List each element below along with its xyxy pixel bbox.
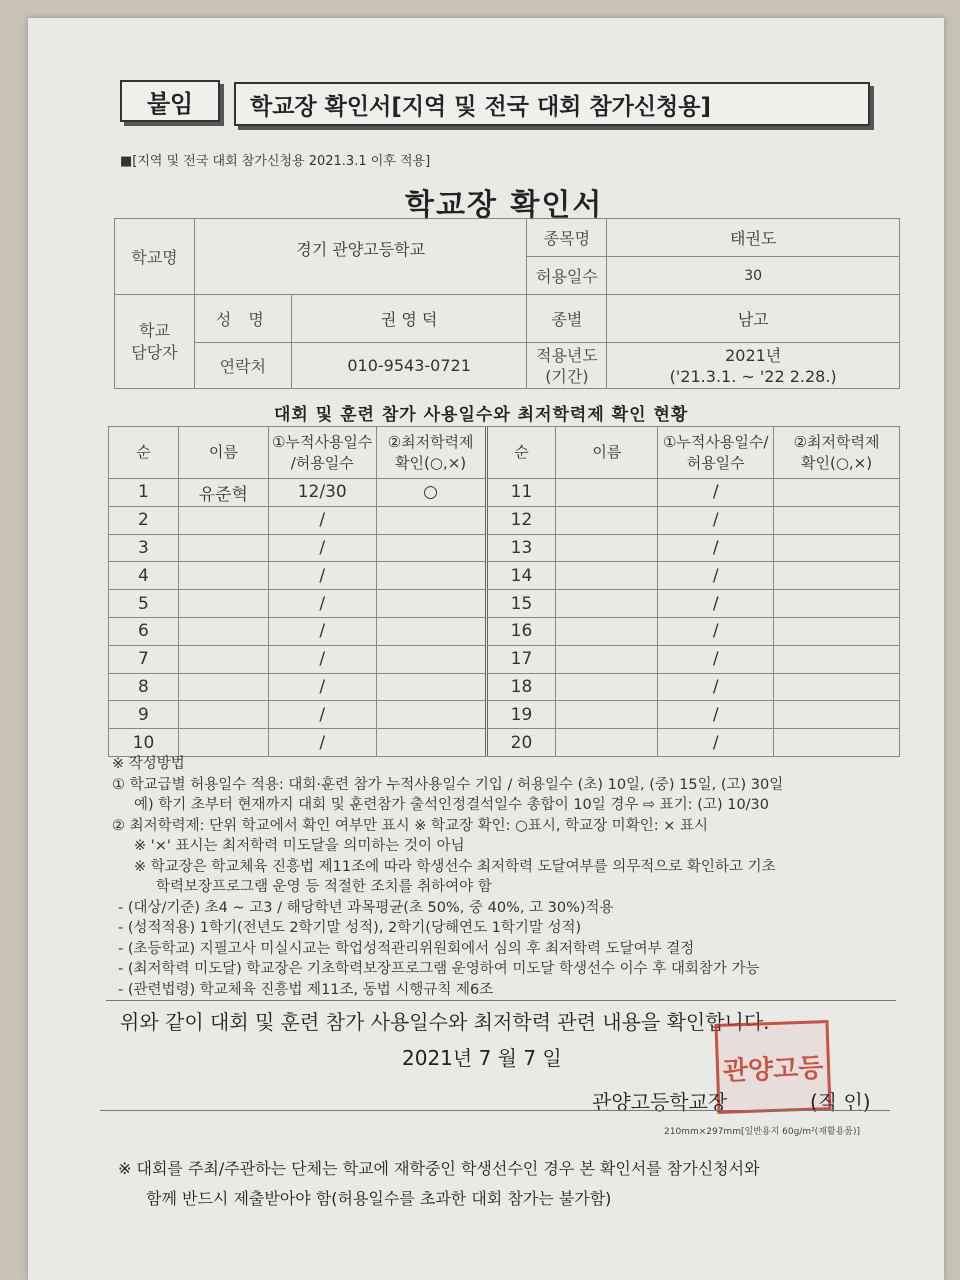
divider-bottom — [100, 1110, 890, 1111]
note-line: - (초등학교) 지필고사 미실시교는 학업성적관리위원회에서 심의 후 최저학력 도달여부 결정 — [118, 940, 695, 957]
days-used: / — [268, 590, 376, 618]
header-title-box — [234, 82, 870, 126]
days-used: / — [658, 617, 774, 645]
student-name — [178, 701, 268, 729]
days-used: / — [268, 562, 376, 590]
row-number: 3 — [109, 534, 179, 562]
note-line: - (최저학력 미도달) 학교장은 기초학력보장프로그램 운영하여 미도달 학생선수 이수 후 대회참가 가능 — [118, 961, 760, 977]
table-row — [109, 645, 900, 673]
gender-label: 종별 — [527, 295, 607, 343]
seal-note: (직 인) — [810, 1090, 871, 1114]
days-used: / — [658, 562, 774, 590]
academic-check — [376, 506, 486, 534]
row-number: 2 — [109, 506, 179, 534]
year-value: 2021년 — [725, 345, 782, 365]
days-used: / — [268, 506, 376, 534]
student-name — [178, 534, 268, 562]
table-row — [109, 506, 900, 534]
col-header-days: ①누적사용일수 /허용일수 — [268, 427, 376, 479]
days-used: / — [658, 673, 774, 701]
divider — [106, 1000, 896, 1001]
attachment-tag — [120, 80, 220, 122]
period-value: ('21.3.1. ~ '22 2.28.) — [669, 366, 837, 386]
col-header-no: 순 — [109, 427, 179, 479]
row-number: 7 — [109, 645, 179, 673]
days-used: / — [268, 729, 376, 757]
academic-check — [376, 645, 486, 673]
note-line: - (대상/기준) 초4 ~ 고3 / 해당학년 과목평균(초 50%, 중 40%, 고 30%)적용 — [118, 899, 614, 916]
row-number: 19 — [486, 701, 556, 729]
col-header-name-right: 이름 — [556, 427, 658, 479]
student-name — [178, 590, 268, 618]
days-used: / — [658, 729, 774, 757]
student-name — [178, 562, 268, 590]
student-name — [556, 673, 658, 701]
student-name — [556, 729, 658, 757]
col-header-academic-right: ②최저학력제 확인(○,×) — [774, 427, 900, 479]
student-name — [556, 590, 658, 618]
row-number: 9 — [109, 701, 179, 729]
academic-check — [376, 562, 486, 590]
academic-check — [376, 617, 486, 645]
history-table — [108, 426, 900, 757]
row-number: 13 — [486, 534, 556, 562]
row-number: 20 — [486, 729, 556, 757]
academic-check — [774, 534, 900, 562]
note-line: 학력보장프로그램 운영 등 적절한 조치를 취하여야 함 — [156, 879, 492, 895]
row-number: 17 — [486, 645, 556, 673]
student-name — [178, 673, 268, 701]
table-row — [109, 673, 900, 701]
row-number: 10 — [109, 729, 179, 757]
notes-block — [112, 754, 902, 1000]
name-value: 권 영 덕 — [291, 295, 527, 343]
academic-check: ○ — [376, 479, 486, 507]
academic-check — [774, 729, 900, 757]
remark-line-2: 함께 반드시 제출받아야 함(허용일수를 초과한 대회 참가는 불가함) — [146, 1189, 612, 1208]
student-name — [178, 506, 268, 534]
school-info-table — [114, 218, 900, 389]
academic-check — [376, 701, 486, 729]
student-name — [556, 506, 658, 534]
student-name — [556, 562, 658, 590]
days-used: 12/30 — [268, 479, 376, 507]
student-name — [556, 617, 658, 645]
name-label: 성 명 — [194, 295, 291, 343]
year-label: 적용년도 (기간) — [527, 343, 607, 389]
student-name — [556, 479, 658, 507]
student-name — [178, 617, 268, 645]
row-number: 18 — [486, 673, 556, 701]
note-line: 예) 학기 초부터 현재까지 대회 및 훈련참가 출석인정결석일수 총합이 10일 경우 ⇨ 표기: (고) 10/30 — [134, 797, 770, 813]
col-header-days-right: ①누적사용일수/ 허용일수 — [658, 427, 774, 479]
header-title: 학교장 확인서[지역 및 전국 대회 참가신청용] — [250, 93, 711, 120]
student-name — [556, 534, 658, 562]
academic-check — [376, 729, 486, 757]
confirmation-statement: 위와 같이 대회 및 훈련 참가 사용일수와 최저학력 관련 내용을 확인합니다. — [120, 1010, 770, 1034]
allowed-days-value: 30 — [607, 257, 900, 295]
history-title: 대회 및 훈련 참가 사용일수와 최저학력제 확인 현황 — [274, 405, 689, 425]
days-used: / — [268, 617, 376, 645]
row-number: 1 — [109, 479, 179, 507]
row-number: 16 — [486, 617, 556, 645]
document-title: 학교장 확인서 — [405, 188, 604, 223]
note-line: ※ 학교장은 학교체육 진흥법 제11조에 따라 학생선수 최저학력 도달여부를 의무적으로 확인하고 기초 — [134, 858, 776, 875]
table-row — [109, 617, 900, 645]
row-number: 15 — [486, 590, 556, 618]
days-used: / — [658, 645, 774, 673]
note-line: - (관련법령) 학교체육 진흥법 제11조, 동법 시행규칙 제6조 — [118, 981, 494, 998]
table-row — [109, 479, 900, 507]
table-row — [109, 590, 900, 618]
table-row — [109, 534, 900, 562]
academic-check — [774, 562, 900, 590]
row-number: 5 — [109, 590, 179, 618]
remark-line-1: ※ 대회를 주최/주관하는 단체는 학교에 재학중인 학생선수인 경우 본 확인서를 참가신청서와 — [118, 1159, 760, 1178]
academic-check — [774, 479, 900, 507]
seal-text: 관양고등 — [722, 1052, 824, 1087]
days-used: / — [658, 479, 774, 507]
academic-check — [376, 673, 486, 701]
sport-value: 태권도 — [607, 219, 900, 257]
signer-name: 관양고등학교장 — [592, 1090, 728, 1114]
days-used: / — [658, 534, 774, 562]
days-used: / — [658, 506, 774, 534]
allowed-days-label: 허용일수 — [527, 257, 607, 295]
row-number: 12 — [486, 506, 556, 534]
days-used: / — [268, 701, 376, 729]
contact-label: 연락처 — [194, 343, 291, 389]
academic-check — [774, 590, 900, 618]
row-number: 11 — [486, 479, 556, 507]
contact-value: 010-9543-0721 — [291, 343, 527, 389]
days-used: / — [268, 673, 376, 701]
academic-check — [774, 617, 900, 645]
gender-value: 남고 — [607, 295, 900, 343]
student-name — [556, 701, 658, 729]
history-rows — [109, 479, 900, 757]
academic-check — [774, 701, 900, 729]
apply-notice: ■[지역 및 전국 대회 참가신청용 2021.3.1 이후 적용] — [120, 154, 431, 169]
student-name: 유준혁 — [178, 479, 268, 507]
note-line: ① 학교급별 허용일수 적용: 대회·훈련 참가 누적사용일수 기입 / 허용일수 (초) 10일, (중) 15일, (고) 30일 — [112, 776, 784, 793]
student-name — [178, 729, 268, 757]
school-label: 학교명 — [115, 219, 195, 295]
attachment-tag-text: 붙임 — [146, 89, 194, 118]
sport-label: 종목명 — [527, 219, 607, 257]
col-header-name: 이름 — [178, 427, 268, 479]
col-header-academic: ②최저학력제 확인(○,×) — [376, 427, 486, 479]
row-number: 8 — [109, 673, 179, 701]
row-number: 6 — [109, 617, 179, 645]
row-number: 14 — [486, 562, 556, 590]
days-used: / — [658, 590, 774, 618]
note-line: ※ 작성방법 — [112, 756, 185, 772]
paper-spec: 210mm×297mm[일반용지 60g/m²(재활용품)] — [664, 1127, 860, 1137]
table-row — [109, 701, 900, 729]
school-value — [194, 219, 527, 295]
days-used: / — [658, 701, 774, 729]
days-used: / — [268, 534, 376, 562]
student-name — [178, 645, 268, 673]
confirmation-date: 2021년 7 월 7 일 — [402, 1046, 562, 1070]
school-name: 경기 관양고등학교 — [296, 240, 426, 259]
student-name — [556, 645, 658, 673]
note-line: ※ '×' 표시는 최저학력 미도달을 의미하는 것이 아님 — [134, 838, 465, 854]
note-line: ② 최저학력제: 단위 학교에서 확인 여부만 표시 ※ 학교장 확인: ○표시, 학교장 미확인: × 표시 — [112, 817, 708, 834]
days-used: / — [268, 645, 376, 673]
academic-check — [376, 590, 486, 618]
academic-check — [774, 673, 900, 701]
manager-label: 학교 담당자 — [115, 295, 195, 389]
academic-check — [774, 506, 900, 534]
note-line: - (성적적용) 1학기(전년도 2학기말 성적), 2학기(당해연도 1학기말 성적) — [118, 920, 582, 936]
col-header-no-right: 순 — [486, 427, 556, 479]
table-row — [109, 562, 900, 590]
table-row — [109, 729, 900, 757]
academic-check — [376, 534, 486, 562]
academic-check — [774, 645, 900, 673]
row-number: 4 — [109, 562, 179, 590]
year-value-cell — [607, 343, 900, 389]
